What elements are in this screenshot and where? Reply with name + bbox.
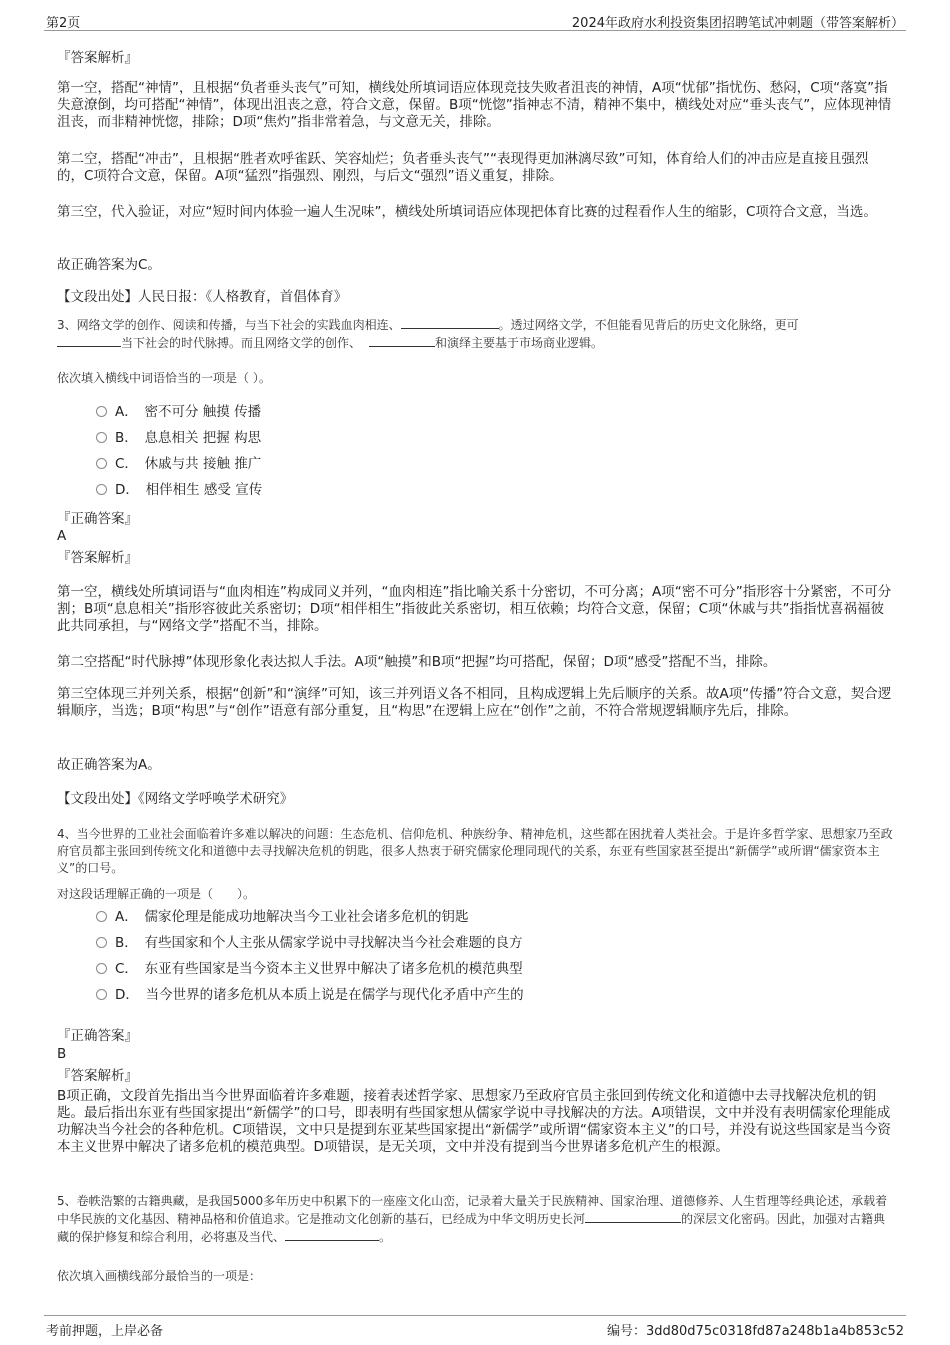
blank-3: [369, 334, 435, 347]
q4-analysis-tag: 『答案解析』: [57, 1068, 138, 1084]
q3-option-c[interactable]: C． 休戚与共 接触 推广: [96, 454, 261, 474]
q3-stem: 3、网络文学的创作、阅读和传播，与当下社会的实践血肉相连、 。透过网络文学，不但能看见背后的历史文化脉络，更可 当下社会的时代脉搏。而且网络文学的创作、 和演绎主要基于市场商业逻辑。: [57, 318, 799, 350]
q5-prompt: 依次填入画横线部分最恰当的一项是：: [57, 1269, 262, 1283]
q4-analysis: B项正确，文段首先指出当今世界面临着许多难题，接着表述哲学家、思想家乃至政府官员主张回到传统文化和道德中去寻找解决危机的钥匙。最后指出东亚有些国家提出“新儒学”的口号，即表明有些国家想从儒家学说中寻找解决的方法。A项错误，文中并没有表明儒家伦理能成功解决当今社会的各种危机。C项错误，文中只是提到东亚某些国家提出“新儒学”或所谓“儒家资本主义”的口号，并没有说这些国家是当今资本主义世界中解决了诸多危机的模范典型。D项错误，是无关项，文中并没有提到当今世界诸多危机产生的根源。: [57, 1088, 891, 1155]
blank-2: [285, 1228, 379, 1241]
q2-analysis-p2: 第二空，搭配“冲击”，且根据“胜者欢呼雀跃、笑容灿烂；负者垂头丧气”“表现得更加淋漓尽致”可知，体育给人们的冲击应是直接且强烈的，C项符合文意，保留。A项“猛烈”指强烈、刚烈，与后文“强烈”语义重复，排除。: [57, 151, 869, 184]
q3-analysis-p3: 第三空体现三并列关系，根据“创新”和“演绎”可知，该三并列语义各不相同，且构成逻辑上先后顺序的关系。故A项“传播”符合文意，契合逻辑顺序，当选；B项“构思”与“创作”语意有部分重复，且“构思”在逻辑上应在“创作”之前，不符合常规逻辑顺序先后，排除。: [57, 686, 892, 719]
q3-analysis-p1: 第一空，横线处所填词语与“血肉相连”构成同义并列，“血肉相连”指比喻关系十分密切，不可分离；A项“密不可分”指形容十分紧密，不可分割；B项“息息相关”指形容彼此关系密切；D项“相伴相生”指彼此关系密切，相互依赖；均符合文意，保留；C项“休戚与共”指指忧喜祸福彼此共同承担，与“网络文学”搭配不当，排除。: [57, 584, 892, 634]
q2-analysis-tag: 『答案解析』: [57, 50, 138, 66]
page-number: 第2页: [46, 16, 81, 31]
footer-slogan: 考前押题，上岸必备: [46, 1324, 164, 1339]
q2-source: 【文段出处】人民日报：《人格教育，首倡体育》: [57, 289, 348, 305]
page-header: [44, 12, 906, 31]
q3-option-d[interactable]: D． 相伴相生 感受 宣传: [96, 480, 262, 500]
document-title: 2024年政府水利投资集团招聘笔试冲刺题（带答案解析）: [571, 16, 904, 31]
q3-analysis-tag: 『答案解析』: [57, 550, 138, 566]
radio-icon[interactable]: [96, 963, 107, 974]
q2-analysis-p3: 第三空，代入验证，对应“短时间内体验一遍人生况味”，横线处所填词语应体现把体育比赛的过程看作人生的缩影，C项符合文意，当选。: [57, 204, 877, 220]
q3-correct-tag: 『正确答案』: [57, 511, 138, 527]
radio-icon[interactable]: [96, 458, 107, 469]
page-footer: [44, 1315, 906, 1339]
q4-correct-tag: 『正确答案』: [57, 1028, 138, 1044]
q4-prompt: 对这段话理解正确的一项是（ ）。: [57, 887, 256, 901]
blank-1: [585, 1210, 681, 1223]
q5-stem: 5、卷帙浩繁的古籍典藏，是我国5000多年历史中积累下的一座座文化山峦，记录着大量关于民族精神、国家治理、道德修养、人生哲理等经典论述，承载着中华民族的文化基因、精神品格和价值追求。它是推动文化创新的基石，已经成为中华文明历史长河 的深层文化密码。因此，加强对古籍典藏的保护修复和综合利用，必将惠及当代、 。: [57, 1194, 888, 1244]
q4-stem: 4、当今世界的工业社会面临着许多难以解决的问题：生态危机、信仰危机、种族纷争、精神危机，这些都在困扰着人类社会。于是许多哲学家、思想家乃至政府官员都主张回到传统文化和道德中去寻找解决危机的钥匙，很多人热衷于研究儒家伦理同现代的关系，东亚有些国家甚至提出“新儒学”或所谓“儒家资本主义”的口号。: [57, 827, 893, 875]
q4-option-d[interactable]: D． 当今世界的诸多危机从本质上说是在儒学与现代化矛盾中产生的: [96, 985, 524, 1005]
q3-option-b[interactable]: B． 息息相关 把握 构思: [96, 428, 261, 448]
q3-conclusion: 故正确答案为A。: [57, 757, 161, 773]
radio-icon[interactable]: [96, 989, 107, 1000]
q4-option-b[interactable]: B． 有些国家和个人主张从儒家学说中寻找解决当今社会难题的良方: [96, 933, 523, 953]
radio-icon[interactable]: [96, 484, 107, 495]
q4-option-a[interactable]: A． 儒家伦理是能成功地解决当今工业社会诸多危机的钥匙: [96, 907, 468, 927]
radio-icon[interactable]: [96, 406, 107, 417]
q2-analysis-p1: 第一空，搭配“神情”，且根据“负者垂头丧气”可知，横线处所填词语应体现竞技失败者沮丧的神情，A项“忧郁”指忧伤、愁闷，C项“落寞”指失意潦倒，均可搭配“神情”，体现出沮丧之意，符合文意，保留。B项“恍惚”指神志不清，精神不集中，横线处对应“垂头丧气”，应体现神情沮丧，而非精神恍惚，排除；D项“焦灼”指非常着急，与文意无关，排除。: [57, 80, 892, 130]
radio-icon[interactable]: [96, 911, 107, 922]
q4-answer: B: [57, 1046, 67, 1062]
q3-analysis-p2: 第二空搭配“时代脉搏”体现形象化表达拟人手法。A项“触摸”和B项“把握”均可搭配，保留；D项“感受”搭配不当，排除。: [57, 654, 777, 670]
blank-1: [401, 316, 499, 329]
blank-2: [57, 334, 121, 347]
radio-icon[interactable]: [96, 937, 107, 948]
q2-conclusion: 故正确答案为C。: [57, 257, 161, 273]
q3-option-a[interactable]: A． 密不可分 触摸 传播: [96, 402, 261, 422]
q4-option-c[interactable]: C． 东亚有些国家是当今资本主义世界中解决了诸多危机的模范典型: [96, 959, 523, 979]
q3-source: 【文段出处】《网络文学呼唤学术研究》: [57, 791, 294, 807]
q3-answer: A: [57, 528, 67, 544]
radio-icon[interactable]: [96, 432, 107, 443]
document-id: 编号：3dd80d75c0318fd87a248b1a4b853c52: [606, 1324, 904, 1339]
q3-prompt: 依次填入横线中词语恰当的一项是（ ）。: [57, 371, 271, 385]
